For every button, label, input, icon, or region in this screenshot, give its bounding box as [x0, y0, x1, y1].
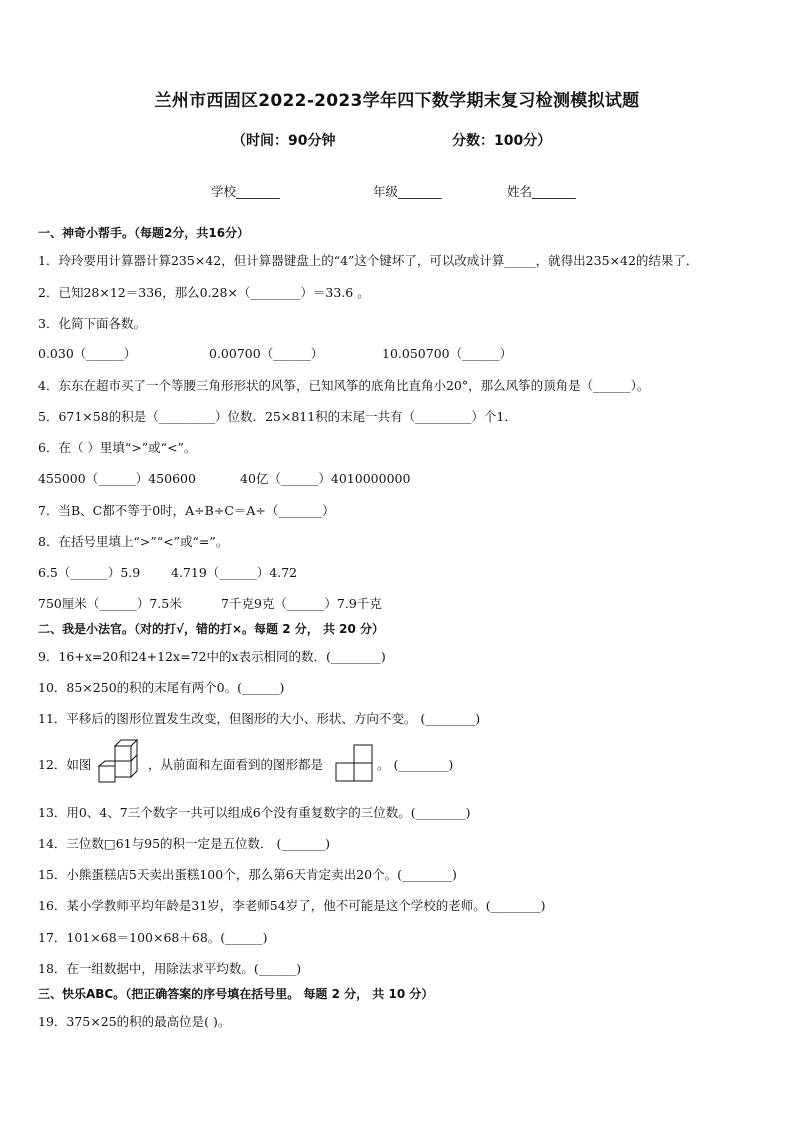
question-3: 3．化简下面各数。	[38, 316, 146, 331]
question-18: 18．在一组数据中，用除法求平均数。(______)	[38, 961, 302, 976]
cube-top-front	[115, 746, 131, 761]
grade-field[interactable]: 年级_______	[373, 184, 442, 199]
question-4: 4．东东在超市买了一个等腰三角形形状的风筝，已知风筝的底角比直角小20°，那么风筝的顶角是（______）。	[38, 378, 650, 393]
question-13: 13．用0、4、7三个数字一共可以组成6个没有重复数字的三位数。(________)	[38, 805, 471, 820]
section-3-heading: 三、快乐ABC。（把正确答案的序号填在括号里。 每题 2 分， 共 10 分）	[38, 987, 434, 1001]
question-12-middle: ，从前面和左面看到的图形都是	[148, 757, 324, 772]
exam-score: 分数：100分）	[452, 133, 552, 149]
question-12-suffix: 。 (________)	[377, 757, 454, 772]
question-19: 19．375×25的积的最高位是( )。	[38, 1014, 231, 1029]
view-square-bottom-right	[354, 763, 372, 781]
cube-left-top	[99, 761, 115, 766]
question-16: 16．某小学教师平均年龄是31岁，李老师54岁了，他不可能是这个学校的老师。(________)	[38, 898, 546, 913]
cube-left-front	[99, 766, 115, 782]
view-square-bottom-left	[336, 763, 354, 781]
question-14: 14．三位数□61与95的积一定是五位数． (_______)	[38, 836, 331, 851]
view-shape-figure	[335, 744, 375, 782]
section-1-heading: 一、神奇小帮手。（每题2分，共16分）	[38, 226, 250, 240]
question-1: 1．玲玲要用计算器计算235×42，但计算器键盘上的“4”这个键坏了，可以改成计算_____，就得出235×42的结果了．	[38, 253, 699, 268]
exam-time: （时间：90分钟	[232, 133, 336, 149]
question-6b: 40亿（______）4010000000	[240, 471, 411, 486]
question-3c: 10.050700（______）	[382, 346, 513, 361]
question-5: 5．671×58的积是（_________）位数．25×811积的末尾一共有（_________）个1．	[38, 409, 517, 424]
question-17: 17．101×68＝100×68＋68。(______)	[38, 930, 268, 945]
view-square-top	[354, 745, 372, 763]
question-8b: 4.719（______）4.72	[171, 565, 298, 580]
question-15: 15．小熊蛋糕店5天卖出蛋糕100个，那么第6天肯定卖出20个。(________)	[38, 867, 457, 882]
question-3a: 0.030（______）	[38, 346, 137, 361]
question-10: 10．85×250的积的末尾有两个0。(______)	[38, 680, 285, 695]
question-3b: 0.00700（______）	[209, 346, 324, 361]
question-7: 7．当B、C都不等于0时，A÷B÷C＝A÷（_______）	[38, 503, 335, 518]
name-field[interactable]: 姓名_______	[507, 184, 576, 199]
question-6: 6．在（ ）里填“>”或“<”。	[38, 440, 197, 455]
question-11: 11．平移后的图形位置发生改变，但图形的大小、形状、方向不变。 (________)	[38, 711, 481, 726]
school-field[interactable]: 学校_______	[211, 184, 280, 199]
question-2: 2．已知28×12＝336，那么0.28×（________）＝33.6 。	[38, 285, 370, 300]
question-8: 8．在括号里填上“>”“<”或“=”。	[38, 534, 229, 549]
cube-right-front	[115, 761, 131, 777]
question-8a: 6.5（______）5.9	[38, 565, 141, 580]
question-9: 9．16+x=20和24+12x=72中的x表示相同的数．(________)	[38, 649, 386, 664]
cube-stack-figure	[94, 739, 142, 783]
question-8c: 750厘米（______）7.5米	[38, 596, 182, 611]
section-2-heading: 二、我是小法官。（对的打√，错的打×。每题 2 分， 共 20 分）	[38, 622, 384, 636]
question-8d: 7千克9克（______）7.9千克	[221, 596, 382, 611]
question-12-prefix: 12．如图	[38, 757, 92, 772]
question-6a: 455000（______）450600	[38, 471, 196, 486]
page-title: 兰州市西固区2022-2023学年四下数学期末复习检测模拟试题	[154, 91, 640, 111]
